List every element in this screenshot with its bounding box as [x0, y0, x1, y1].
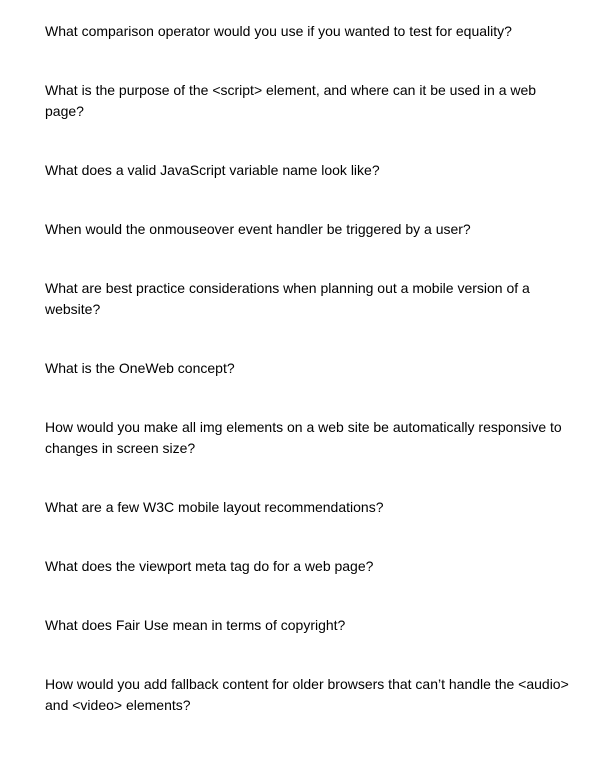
question-11: How would you add fallback content for older browsers that can’t handle the <audio> and <video> elements? [45, 676, 569, 713]
question-4: When would the onmouseover event handler be triggered by a user? [45, 221, 471, 237]
question-6: What is the OneWeb concept? [45, 360, 235, 376]
question-8: What are a few W3C mobile layout recommendations? [45, 499, 384, 515]
question-10: What does Fair Use mean in terms of copyright? [45, 617, 346, 633]
question-1: What comparison operator would you use if you wanted to test for equality? [45, 23, 512, 39]
question-7: How would you make all img elements on a web site be automatically responsive to changes in screen size? [45, 419, 562, 456]
question-5: What are best practice considerations when planning out a mobile version of a website? [45, 280, 530, 317]
question-2: What is the purpose of the <script> element, and where can it be used in a web page? [45, 82, 537, 119]
question-3: What does a valid JavaScript variable name look like? [45, 162, 380, 178]
question-9: What does the viewport meta tag do for a web page? [45, 558, 374, 574]
